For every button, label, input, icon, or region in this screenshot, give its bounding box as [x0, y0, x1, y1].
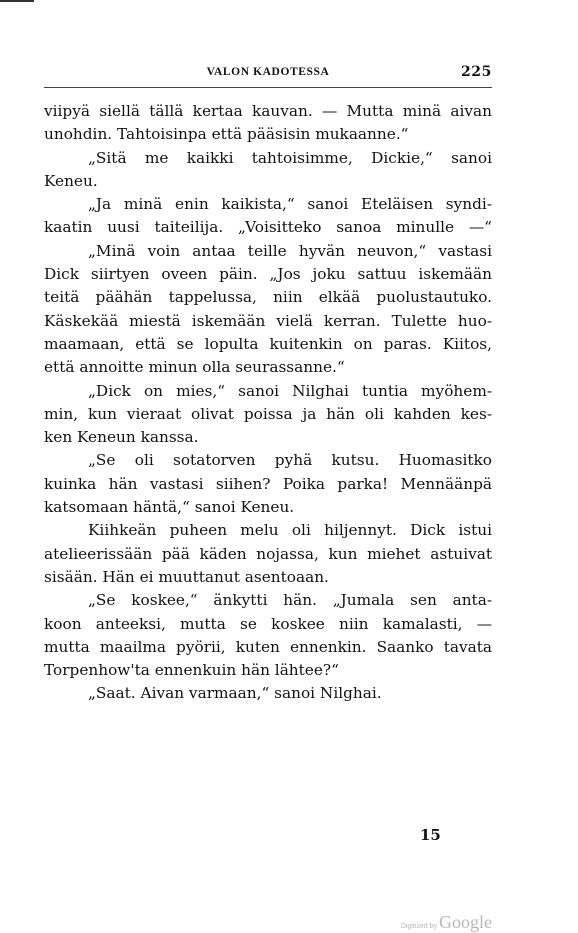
text-line-3: „Sitä me kaikki tahtoisimme, Dickie,“ sanoi [88, 148, 492, 167]
text-line-25: Torpenhow'ta ennenkuin hän lähtee?“ [44, 661, 339, 680]
text-line-11: maamaan, että se lopulta kuitenkin on paras. Kiitos, [44, 334, 492, 353]
text-line-5: „Ja minä enin kaikista,“ sanoi Eteläisen syndi- [88, 195, 492, 214]
text-line-1: viipyä siellä tällä kertaa kauvan. — Mutta minä aivan [44, 102, 492, 120]
text-line-13: „Dick on mies,“ sanoi Nilghai tuntia myöhem- [88, 381, 492, 400]
text-line-21: sisään. Hän ei muuttanut asentoaan. [44, 567, 329, 586]
text-line-23: koon anteeksi, mutta se koskee niin kamalasti, — [44, 614, 492, 633]
running-header [44, 64, 492, 86]
text-line-9: teitä päähän tappelussa, niin elkää puolustautuko. [44, 288, 492, 307]
top-edge-mark [0, 0, 34, 2]
digitized-watermark [401, 912, 492, 933]
text-line-12: että annoitte minun olla seurassanne.“ [44, 358, 345, 377]
signature-mark: 15 [420, 826, 441, 844]
text-line-20: atelieerissään pää käden nojassa, kun miehet astuivat [44, 544, 492, 563]
text-line-14: min, kun vieraat olivat poissa ja hän oli kahden kes- [44, 404, 492, 423]
body-text [44, 100, 492, 706]
text-line-16: „Se oli sotatorven pyhä kutsu. Huomasitko [88, 451, 492, 470]
text-line-18: katsomaan häntä,“ sanoi Keneu. [44, 498, 295, 517]
header-rule [44, 87, 492, 88]
text-line-4: Keneu. [44, 171, 98, 190]
text-line-19: Kiihkeän puheen melu oli hiljennyt. Dick istui [88, 521, 492, 540]
running-title: VALON KADOTESSA [206, 66, 330, 78]
page-number: 225 [460, 64, 492, 80]
text-line-6: kaatin uusi taiteilija. „Voisitteko sanoa minulle —“ [44, 218, 492, 237]
watermark-brand: Google [439, 912, 492, 932]
text-line-17: kuinka hän vastasi siihen? Poika parka! Mennäänpä [44, 474, 492, 493]
text-line-24: mutta maailma pyörii, kuten ennenkin. Saanko tavata [44, 637, 492, 656]
text-line-10: Käskekää miestä iskemään vielä kerran. Tulette huo- [44, 311, 492, 330]
watermark-prefix: Digitized by [400, 923, 437, 930]
text-line-2: unohdin. Tahtoisinpa että pääsisin mukaanne.“ [44, 125, 409, 144]
text-line-7: „Minä voin antaa teille hyvän neuvon,“ vastasi [88, 241, 492, 260]
text-line-8: Dick siirtyen oveen päin. „Jos joku sattuu iskemään [44, 265, 492, 284]
text-line-15: ken Keneun kanssa. [44, 428, 199, 447]
text-line-26: „Saat. Aivan varmaan,“ sanoi Nilghai. [88, 684, 382, 703]
text-line-22: „Se koskee,“ änkytti hän. „Jumala sen anta- [88, 591, 492, 610]
